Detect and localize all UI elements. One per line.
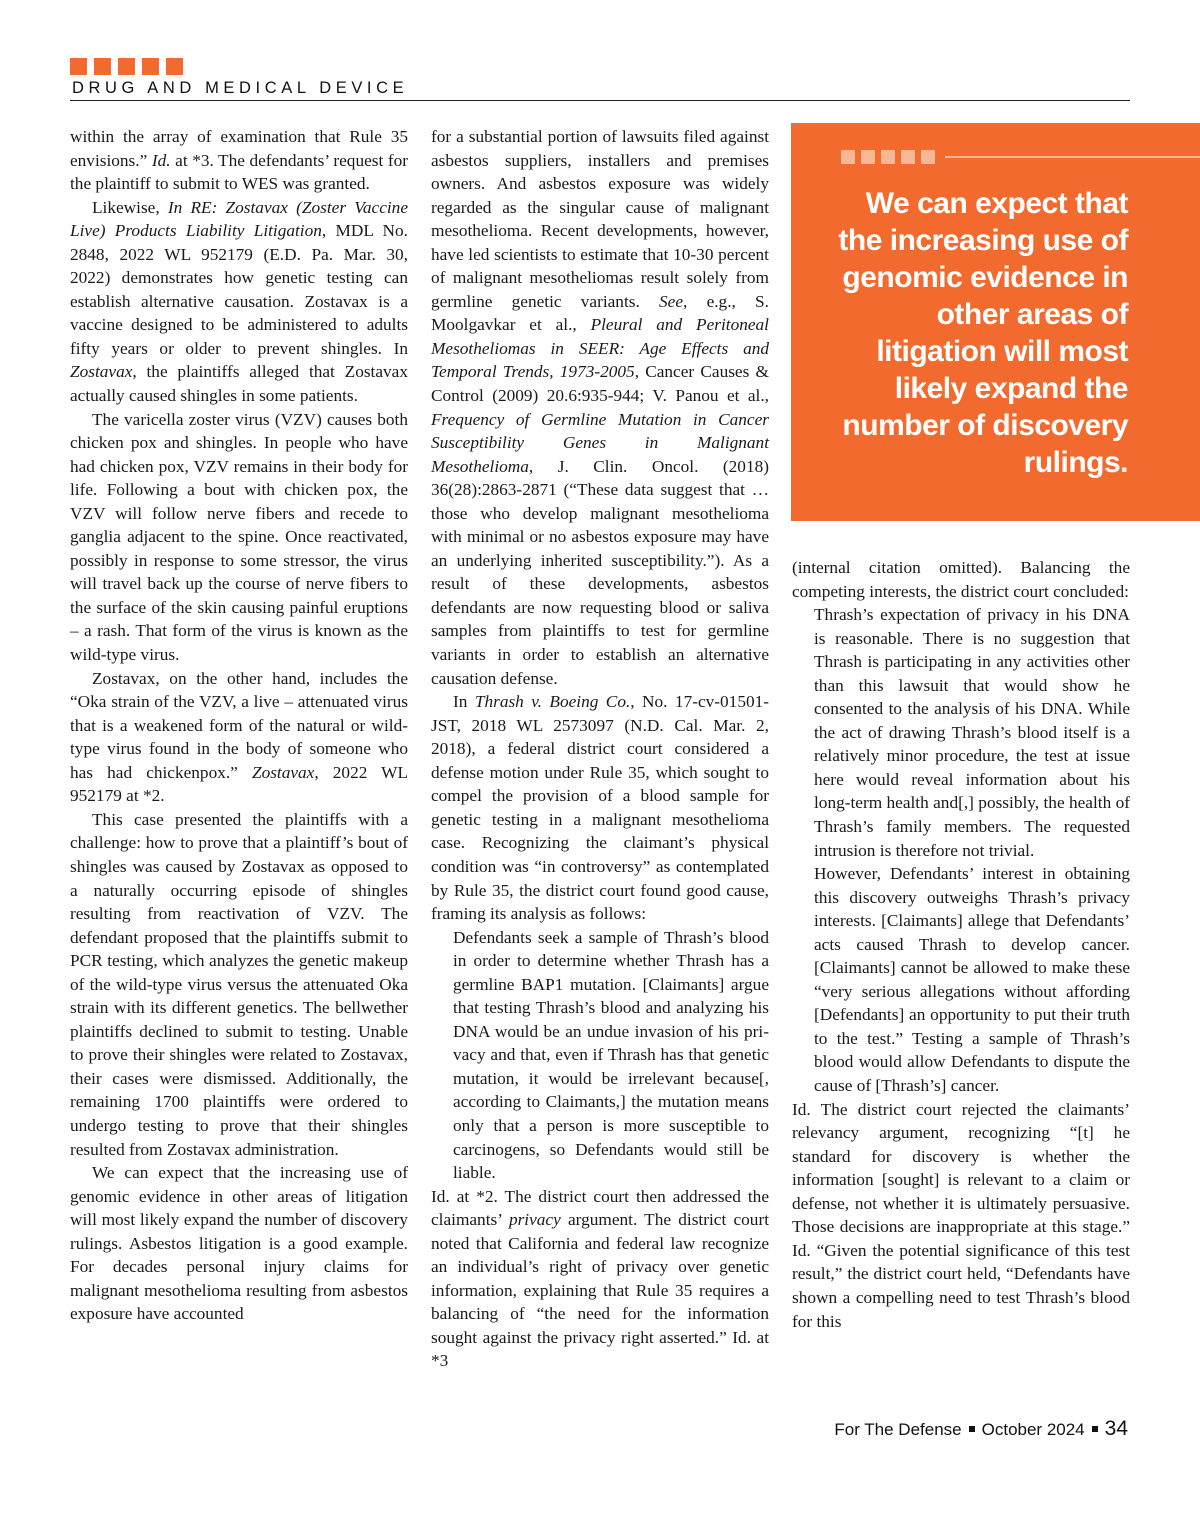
paragraph: Id. at *2. The district court then addressed the claimants’ privacy argument. The district court noted that California and federal law recognize an individual’s right of privacy over genetic information, explaining that Rule 35 requires a balancing of “the need for the information sought against the privacy right asserted.” Id. at *3 [431,1186,769,1371]
pull-quote-text: We can expect that the increasing use of genomic evidence in other areas of litigation will most likely expand the number of discovery rulings. [838,187,1128,479]
separator-bullet [1092,1426,1098,1432]
paragraph: The varicella zoster virus (VZV) causes both chicken pox and shingles. In people who have had chicken pox, VZV remains in their body for life. Following a bout with chicken pox, the VZV will follow nerve fibers and recede to ganglia adjacent to the spine. Once reactivated, possibly in response to some stressor, the virus will travel back up the course of nerve fibers to the surface of the skin causing painful eruptions – a rash. That form of the virus is known as the wild-type virus. [70,409,408,665]
paragraph: This case presented the plaintiffs with a challenge: how to prove that a plaintiff’s bout of shingles was caused by Zostavax as opposed to a naturally occurring episode of shingles resulting from reactivation of VZV. The defendant proposed that the plaintiffs submit to PCR testing, which analyzes the genetic makeup of the wild-type virus versus the attenuated Oka strain with its different genetics. The bellwether plaintiffs declined to submit to testing. Unable to prove their shingles were related to Zostavax, their cases were dismissed. Additionally, the remaining 1700 plaintiffs were ordered to undergo testing to prove that their shingles resulted from Zostavax administration. [70,809,408,1159]
paragraph: Likewise, In RE: Zostavax (Zoster Vaccine Live) Products Liability Litigation, MDL No. 2848, 2022 WL 952179 (E.D. Pa. Mar. 30, 2022) demonstrates how genetic testing can establish alternative causation. Zostavax is a vaccine designed to be administered to adults fifty years or older to prevent shingles. In Zostavax, the plaintiffs alleged that Zostavax actually caused shingles in some patients. [70,197,408,406]
paragraph: In Thrash v. Boeing Co., No. 17-cv-01501-JST, 2018 WL 2573097 (N.D. Cal. Mar. 2, 2018), a federal district court considered a defense motion under Rule 35, which sought to compel the provision of a blood sample for genetic testing in a malignant mesothelioma case. Recognizing the claimant’s physical condition was “in controversy” as contemplated by Rule 35, the district court found good cause, framing its analysis as follows: [431,692,769,924]
paragraph: (internal citation omitted). Balancing the competing interests, the district court concluded: [792,558,1130,601]
page-number: 34 [1104,1417,1128,1440]
paragraph: within the array of examination that Rule 35 envisions.” Id. at *3. The defendants’ request for the plaintiff to submit to WES was granted. [70,127,409,194]
header-divider [70,100,1130,101]
header-decorative-squares [70,58,183,75]
block-quote: Defendants seek a sample of Thrash’s blood in order to determine whether Thrash has a germline BAP1 mutation. [Claimants] argue that testing Thrash’s blood and analyzing his DNA would be an undue invasion of his privacy and that, even if Thrash has that genetic mutation, it would be irrelevant because[, according to Claimants,] the mutation means only that a person is more susceptible to carcinogens, so Defendants would still be liable. [453,927,769,1183]
pull-quote-rule [945,156,1200,158]
paragraph: Id. The district court rejected the claimants’ relevancy argument, recognizing “[t] he standard for discovery is whether the information [sought] is relevant to a claim or defense, not whether it is ultimately persuasive. Those decisions are inappropriate at this stage.” Id. “Given the potential significance of this test result,” the district court held, “Defendants have shown a compelling need to test Thrash’s blood for this [792,1099,1130,1331]
pull-quote-decorative-squares [841,150,935,164]
page-footer [834,1417,1128,1441]
article-column-1 [70,125,408,1326]
block-quote: Thrash’s expectation of privacy in his DNA is reasonable. There is no suggestion that Thrash is participating in any activities other than this lawsuit that would show he consented to the analysis of his DNA. While the act of drawing Thrash’s blood itself is a relatively minor procedure, the test at issue here would reveal information about his long-term health and[,] possibly, the health of Thrash’s family members. The requested intrusion is therefore not trivial. [814,605,1130,860]
section-title: DRUG AND MEDICAL DEVICE [72,79,409,97]
issue-date: October 2024 [981,1420,1085,1439]
paragraph: We can expect that the increasing use of genomic evidence in other areas of litigation will most likely expand the number of discovery rulings. Asbestos litigation is a good example. For decades personal injury claims for malignant mesothelioma resulting from asbestos exposure have accounted [70,1163,408,1324]
article-column-3 [792,556,1130,1333]
article-column-2 [431,125,769,1373]
publication-name: For The Defense [834,1420,962,1439]
separator-bullet [969,1426,975,1432]
paragraph: Zostavax, on the other hand, includes the “Oka strain of the VZV, a live – attenuated virus that is a weakened form of the natural or wild-type virus found in the body of someone who has had chickenpox.” Zostavax, 2022 WL 952179 at *2. [70,668,408,806]
block-quote: However, Defendants’ interest in obtaining this discovery outweighs Thrash’s privacy interests. [Claimants] allege that Defendants’ acts caused Thrash to develop cancer. [Claimants] cannot be allowed to make these “very serious allegations without affording [Defendants] an opportunity to put their truth to the test.” Testing a sample of Thrash’s blood would allow Defendants to dispute the cause of [Thrash’s] cancer. [814,864,1130,1096]
pull-quote-box [791,123,1200,521]
paragraph: for a substantial portion of lawsuits filed against asbestos suppliers, installers and premises owners. And asbestos exposure was widely regarded as the singular cause of malignant mesothelioma. Recent developments, however, have led scientists to estimate that 10-30 percent of malignant mesotheliomas result solely from germline genetic variants. See, e.g., S. Moolgavkar et al., Pleural and Peritoneal Mesotheliomas in SEER: Age Effects and Temporal Trends, 1973-2005, Cancer Causes & Control (2009) 20.6:935-944; V. Panou et al., Frequency of Germline Mutation in Cancer Susceptibility Genes in Malignant Mesothelioma, J. Clin. Oncol. (2018) 36(28):2863-2871 (“These data suggest that … those who develop malignant mesothelioma with minimal or no asbestos exposure may have an underlying inherited susceptibility.”). As a result of these developments, asbestos defendants are now requesting blood or saliva samples from plaintiffs to test for germline variants in order to establish an alternative causation defense. [431,127,769,688]
